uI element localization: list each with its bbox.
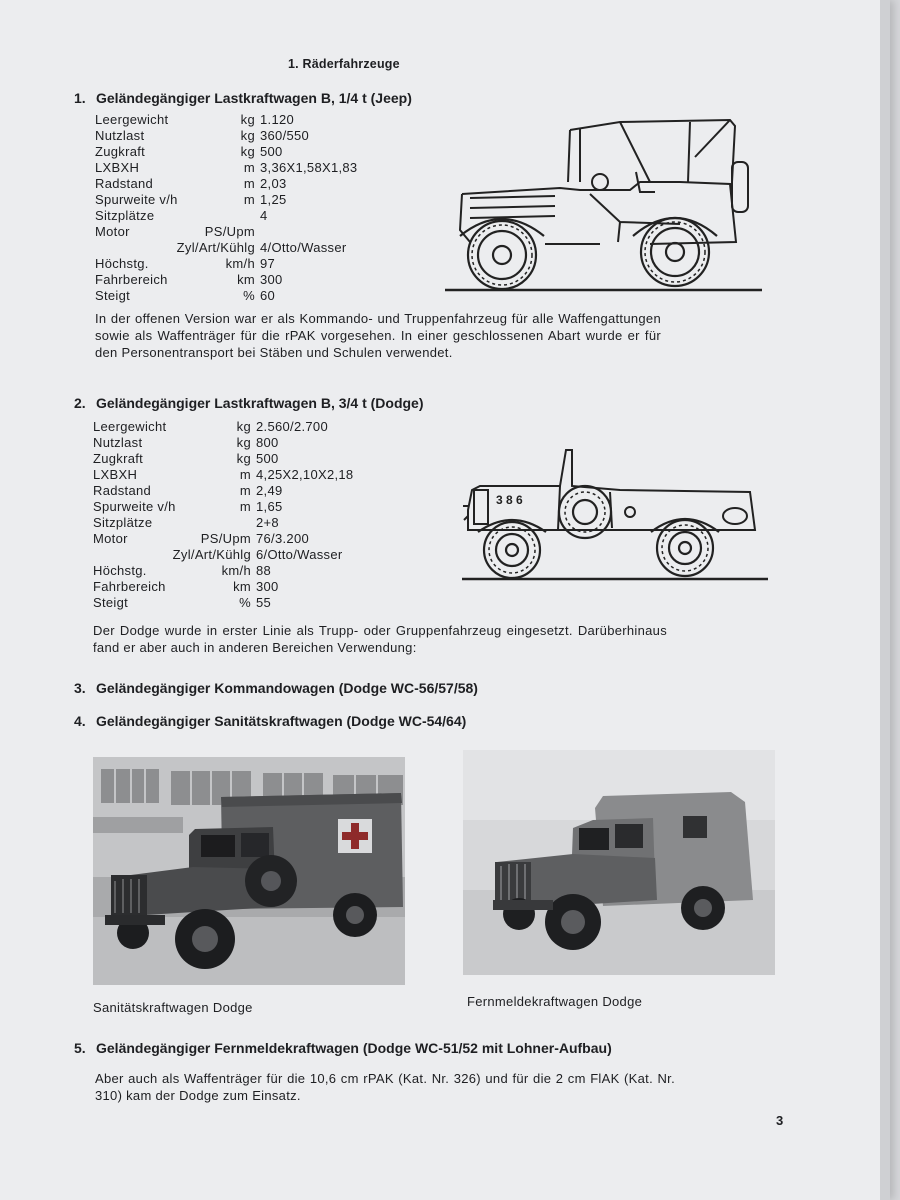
spec-unit: km/h [221,563,251,578]
jeep-drawing [440,112,770,297]
section-2-title [74,395,424,411]
section-number: 3. [74,680,86,696]
spec-label: Leergewicht [93,419,167,434]
caption-left: Sanitätskraftwagen Dodge [93,1000,253,1015]
spec-value: 4/Otto/Wasser [260,240,347,255]
spec-label: Zugkraft [93,451,144,466]
spec-value: 2,49 [256,483,283,498]
section-number: 2. [74,395,86,411]
spec-row [93,483,463,499]
spec-unit: % [243,288,255,303]
spec-label: Radstand [93,483,152,498]
vehicle-number-plate: 3 8 6 [496,493,523,507]
spec-row [93,499,463,515]
spec-value: 4 [260,208,268,223]
spec-value: 300 [260,272,283,287]
spec-row [95,224,435,240]
spec-label: Spurweite v/h [95,192,178,207]
spec-value: 60 [260,288,276,303]
spec-label: Höchstg. [93,563,147,578]
spec-value: 1,65 [256,499,283,514]
dodge-spec-table [93,419,463,611]
spec-row [95,240,435,256]
spec-unit: m [243,192,255,207]
spec-label: Motor [93,531,128,546]
spec-unit: % [239,595,251,610]
spec-unit: m [239,499,251,514]
spec-value: 76/3.200 [256,531,310,546]
section-title-text: Geländegängiger Kommandowagen (Dodge WC-56/57/58) [96,680,478,696]
spec-row [93,531,463,547]
spec-row [95,160,435,176]
spec-label: LXBXH [95,160,140,175]
spec-unit: km [237,272,255,287]
spec-unit: km/h [225,256,255,271]
spec-value: 1,25 [260,192,287,207]
spec-unit: m [239,467,251,482]
spec-value: 800 [256,435,279,450]
spec-row [95,192,435,208]
spec-row [93,595,463,611]
spec-unit: m [239,483,251,498]
spec-label: Leergewicht [95,112,169,127]
spec-label: Sitzplätze [93,515,153,530]
spec-unit: PS/Upm [200,531,251,546]
spec-unit: km [233,579,251,594]
spec-unit: kg [240,112,255,127]
section-number: 5. [74,1040,86,1056]
spec-row [93,435,463,451]
spec-label: Spurweite v/h [93,499,176,514]
section-title-text: Geländegängiger Lastkraftwagen B, 3/4 t (Dodge) [96,395,424,411]
spec-row [93,579,463,595]
spec-unit: kg [240,128,255,143]
spec-row [93,451,463,467]
spec-unit: kg [236,451,251,466]
spec-label: Motor [95,224,130,239]
spec-value: 360/550 [260,128,310,143]
spec-label: Nutzlast [95,128,145,143]
spec-unit: m [243,160,255,175]
spec-value: 88 [256,563,272,578]
spec-label: Radstand [95,176,154,191]
spec-row [95,176,435,192]
page-number: 3 [776,1113,784,1128]
spec-row [93,515,463,531]
spec-label: Fahrbereich [95,272,168,287]
section-1-paragraph: In der offenen Version war er als Kommando- und Truppenfahrzeug für alle Waffengattungen sowie als Waffenträger für die rPAK vorgesehen. In einer geschlossenen Abart wurde er für den Personentransport bei Stäben und Schulen verwendet. [95,311,661,360]
spec-row [93,419,463,435]
spec-value: 1.120 [260,112,295,127]
spec-label: Steigt [93,595,129,610]
spec-row [93,563,463,579]
section-number: 4. [74,713,86,729]
section-number: 1. [74,90,86,106]
spec-value: 97 [260,256,276,271]
jeep-spec-table [95,112,435,304]
spec-value: 3,36X1,58X1,83 [260,160,358,175]
spec-unit: m [243,176,255,191]
spec-row [95,208,435,224]
section-title-text: Geländegängiger Fernmeldekraftwagen (Dodge WC-51/52 mit Lohner-Aufbau) [96,1040,612,1056]
section-2-paragraph: Der Dodge wurde in erster Linie als Trupp- oder Gruppenfahrzeug eingesetzt. Darüberhinaus fand er aber auch in anderen Bereichen Verwendung: [93,623,667,655]
spec-unit: kg [236,435,251,450]
spec-value: 6/Otto/Wasser [256,547,343,562]
spec-value: 2,03 [260,176,287,191]
spec-value: 300 [256,579,279,594]
spec-unit: Zyl/Art/Kühlg [172,547,251,562]
spec-unit: kg [236,419,251,434]
section-title-text: Geländegängiger Sanitätskraftwagen (Dodge WC-54/64) [96,713,467,729]
spec-unit: PS/Upm [204,224,255,239]
section-1-title [74,90,412,106]
spec-value: 500 [260,144,283,159]
spec-value: 500 [256,451,279,466]
dodge-drawing [460,440,770,585]
spec-row [95,272,435,288]
section-title-text: Geländegängiger Lastkraftwagen B, 1/4 t (Jeep) [96,90,412,106]
spec-label: Höchstg. [95,256,149,271]
page-heading: 1. Räderfahrzeuge [288,57,400,71]
spec-value: 55 [256,595,272,610]
spec-row [93,547,463,563]
section-3-title [74,680,478,696]
spec-label: LXBXH [93,467,138,482]
caption-right: Fernmeldekraftwagen Dodge [467,994,643,1009]
spec-unit: Zyl/Art/Kühlg [176,240,255,255]
spec-label: Fahrbereich [93,579,166,594]
spec-row [95,288,435,304]
spec-label: Zugkraft [95,144,146,159]
spec-unit: kg [240,144,255,159]
spec-value: 4,25X2,10X2,18 [256,467,354,482]
spec-value: 2.560/2.700 [256,419,328,434]
telecom-truck-photo [463,750,775,975]
spec-row [95,256,435,272]
ambulance-photo [93,757,405,985]
spec-row [95,112,435,128]
spec-row [95,144,435,160]
spec-label: Sitzplätze [95,208,155,223]
section-5-title [74,1040,612,1056]
page-edge [880,0,890,1200]
spec-value: 2+8 [256,515,279,530]
section-5-paragraph: Aber auch als Waffenträger für die 10,6 cm rPAK (Kat. Nr. 326) und für die 2 cm FlAK (Kat. Nr. 310) kam der Dodge zum Einsatz. [95,1071,675,1103]
spec-label: Nutzlast [93,435,143,450]
spec-row [95,128,435,144]
spec-row [93,467,463,483]
section-4-title [74,713,466,729]
spec-label: Steigt [95,288,131,303]
